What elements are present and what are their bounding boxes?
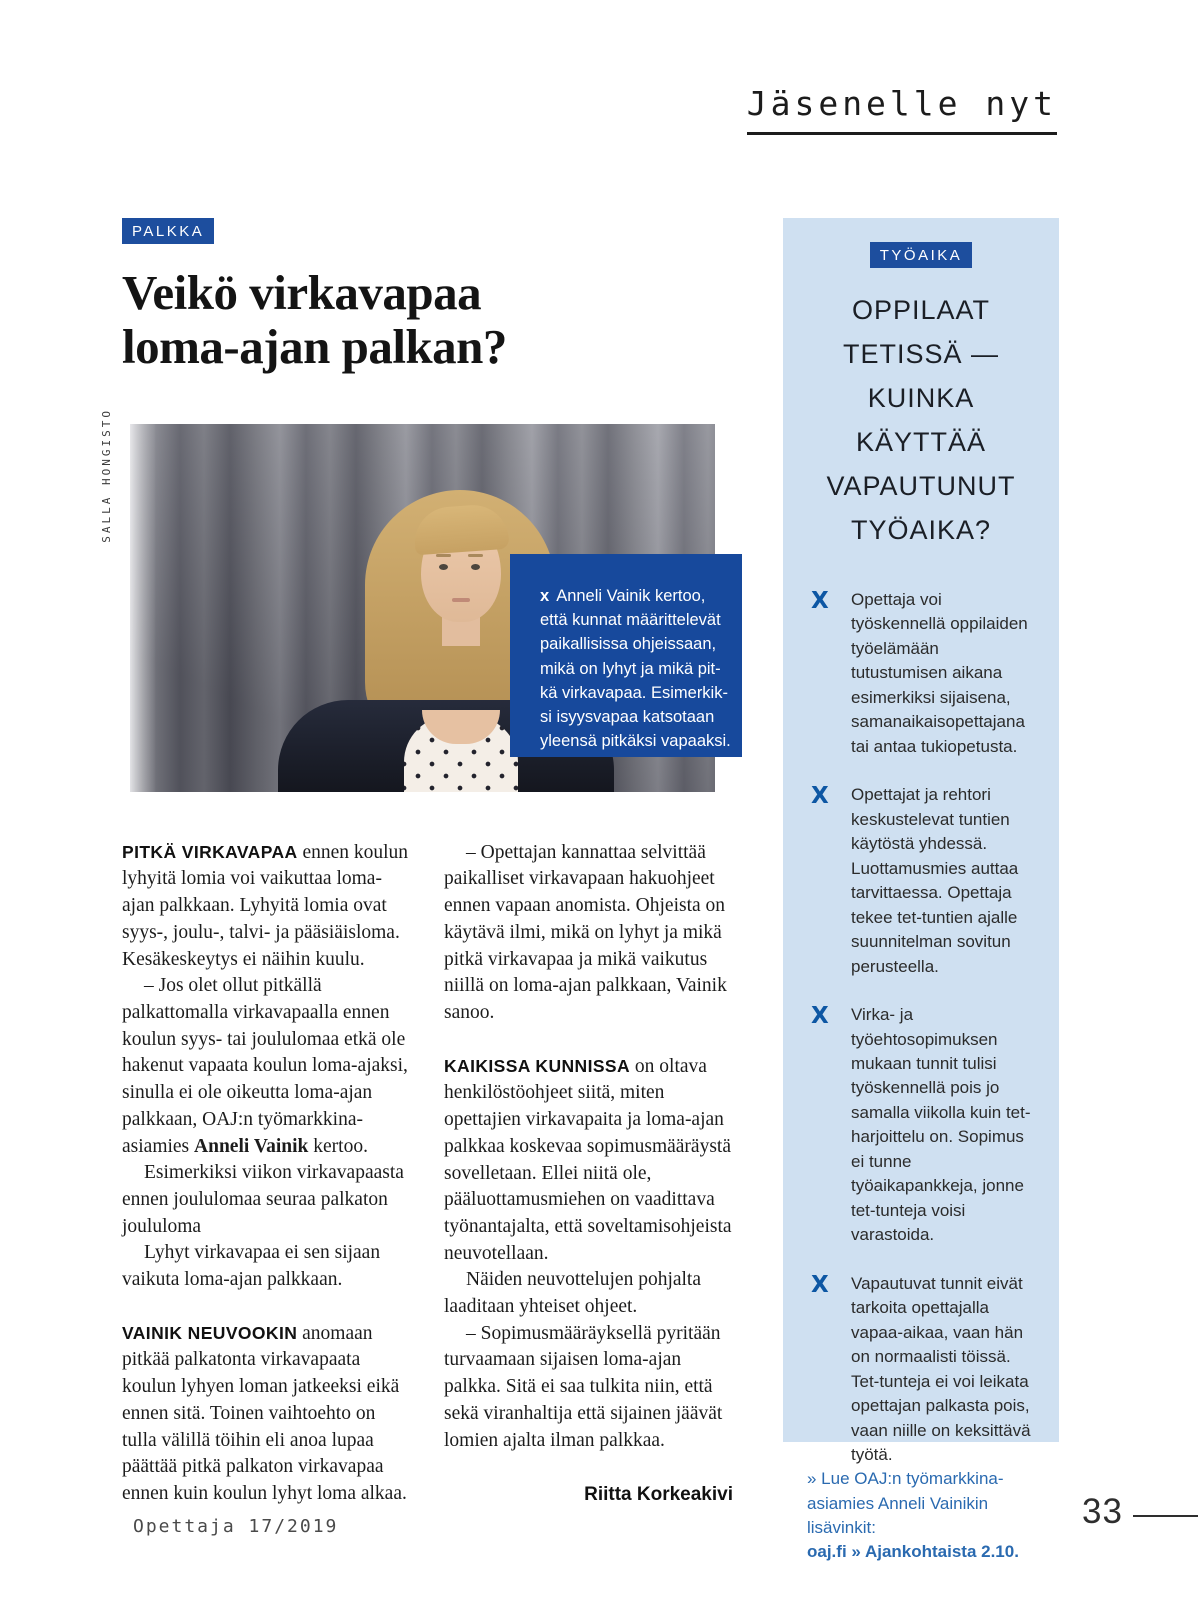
body-paragraph: – Sopimusmääräyksellä pyritään turvaamaan sijaisen loma-ajan palkka. Sitä ei saa tulkita niin, että sekä viranhaltija että sijainen jäävät lomien ajalta ilman palkkaa. [444,1322,723,1451]
caption-line: kä virkavapaa. Esimerkik- [540,683,728,702]
sidebar-heading-line: TETISSÄ — [842,339,1000,369]
body-column-2 [444,840,733,1508]
title-line: Veikö virkavapaa [122,265,482,320]
x-bullet-icon: X [811,588,829,614]
sidebar-bullet-text: Vapautuvat tunnit eivät tarkoita opettajalla vapaa-aikaa, vaan hän on normaalisti töissä. Tet-tunteja ei voi leikata opettajan palkasta pois, vaan niille on keksittävä työtä. [851,1273,1031,1464]
sidebar-heading [805,288,1037,552]
page-number: 33 [1082,1492,1123,1531]
photo-credit: SALLA HONGISTO [100,407,113,543]
sidebar-bullet [805,1272,1037,1468]
body-paragraph: KAIKISSA KUNNISSA on oltava henkilöstöohjeet siitä, miten opettajien virkavapaita ja loma-ajan palkkaa koskevaa sopimusmääräystä sovelletaan. Ellei niitä ole, pääluottamusmiehen on vaadittava työnantajalta, että soveltamisohjeista neuvotellaan. [444,1055,732,1264]
sidebar-footer-link[interactable] [805,1467,1037,1564]
sidebar-bullet [805,783,1037,979]
caption-line: paikallisissa ohjeissaan, [540,635,717,654]
sidebar-heading-line: KUINKA KÄYTTÄÄ [855,383,987,457]
caption-line: että kunnat määrittelevät [540,611,721,630]
body-paragraph: Lyhyt virkavapaa ei sen sijaan vaikuta loma-ajan palkkaan. [122,1242,381,1291]
x-bullet-icon: X [811,783,829,810]
article-title [122,266,734,374]
body-paragraph: VAINIK NEUVOOKIN anomaan pitkää palkatonta virkavapaata koulun lyhyen loman jatkeeksi eikä ennen sitä. Toinen vaihtoehto on tulla välillä töihin eli anoa lupaa päättää pitkä palkaton virkavapaa ennen kuin koulun lyhyt loma alkaa. [122,1322,407,1504]
sidebar-bullet-list [805,588,1037,1467]
sidebar-footer-text: » Lue OAJ:n työmarkkina-asiamies Anneli Vainikin lisävinkit: [807,1469,1004,1537]
sidebar-heading-line: VAPAUTUNUT [826,471,1016,501]
byline: Riitta Korkeakivi [584,1484,733,1506]
section-header: Jäsenelle nyt [747,84,1057,135]
sidebar-tag: TYÖAIKA [870,242,973,268]
page-number-rule [1133,1515,1198,1517]
body-paragraph: – Opettajan kannattaa selvittää paikalliset virkavapaan hakuohjeet ennen vapaan anomista. Ohjeista on käytävä ilmi, mikä on lyhyt ja mikä pitkä virkavapaa ja mikä vaikutus niillä on loma-ajan palkkaan, Vainik sanoo. [444,841,727,1023]
sidebar-heading-line: OPPILAAT [851,295,991,325]
category-tag: PALKKA [122,218,214,244]
sidebar-footer-url[interactable]: oaj.fi » Ajankohtaista 2.10. [807,1541,1019,1561]
title-line: loma-ajan palkan? [122,318,507,374]
body-paragraph: Näiden neuvottelujen pohjalta laaditaan yhteiset ohjeet. [444,1269,702,1318]
x-bullet-icon: X [811,1003,829,1030]
sidebar-bullet [805,1003,1037,1248]
sidebar-bullet [805,588,1037,759]
caption-line: yleensä pitkäksi vapaaksi. [540,732,731,751]
photo-caption [510,554,742,757]
sidebar-bullet-text: Opettajat ja rehtori keskustelevat tuntien käytöstä yhdessä. Luottamusmies auttaa tarvittaessa. Opettaja tekee tet-tuntien ajalle suunnitelman sovitun perusteella. [851,785,1019,976]
x-bullet-icon: X [811,1271,829,1298]
caption-line: x Anneli Vainik kertoo, [540,586,706,605]
body-paragraph: Esimerkiksi viikon virkavapaasta ennen joululomaa seuraa palkaton joululoma [122,1162,404,1237]
magazine-issue: Opettaja 17/2019 [133,1516,339,1537]
caption-line: si isyysvapaa katsotaan [540,708,715,727]
sidebar-box [783,218,1059,1561]
body-column-1 [122,840,411,1508]
body-paragraph: – Jos olet ollut pitkällä palkattomalla virkavapaalla ennen koulun syys- tai joululomaa etkä ole hakenut vapaata koulun loma-ajaksi, sinulla ei ole oikeutta loma-ajan palkkaan, OAJ:n työmarkkina-asiamies Anneli Vainik kertoo. [122,975,408,1157]
photo-area [100,407,731,792]
article [100,218,734,1508]
sidebar-bullet-text: Virka- ja työehtosopimuksen mukaan tunnit tulisi työskennellä pois jo samalla viikolla kuin tet-harjoittelu on. Sopimus ei tunne työaikapankkeja, jonne tet-tunteja voisi varastoida. [851,1005,1031,1245]
caption-line: mikä on lyhyt ja mikä pit- [540,659,721,678]
caption-marker: x [540,586,550,605]
body-paragraph: PITKÄ VIRKAVAPAA ennen koulun lyhyitä lomia voi vaikuttaa loma-ajan palkkaan. Lyhyitä lomia ovat syys-, joulu-, talvi- ja pääsiäisloma. Kesäkeskeytys ei näihin kuulu. [122,841,409,970]
body-columns [122,840,734,1508]
sidebar-bullet-text: Opettaja voi työskennellä oppilaiden työelämään tutustumisen aikana esimerkiksi sijaisena, samanaikaisopettajana tai antaa tukiopetusta. [851,590,1028,756]
sidebar-heading-line: TYÖAIKA? [850,515,992,545]
